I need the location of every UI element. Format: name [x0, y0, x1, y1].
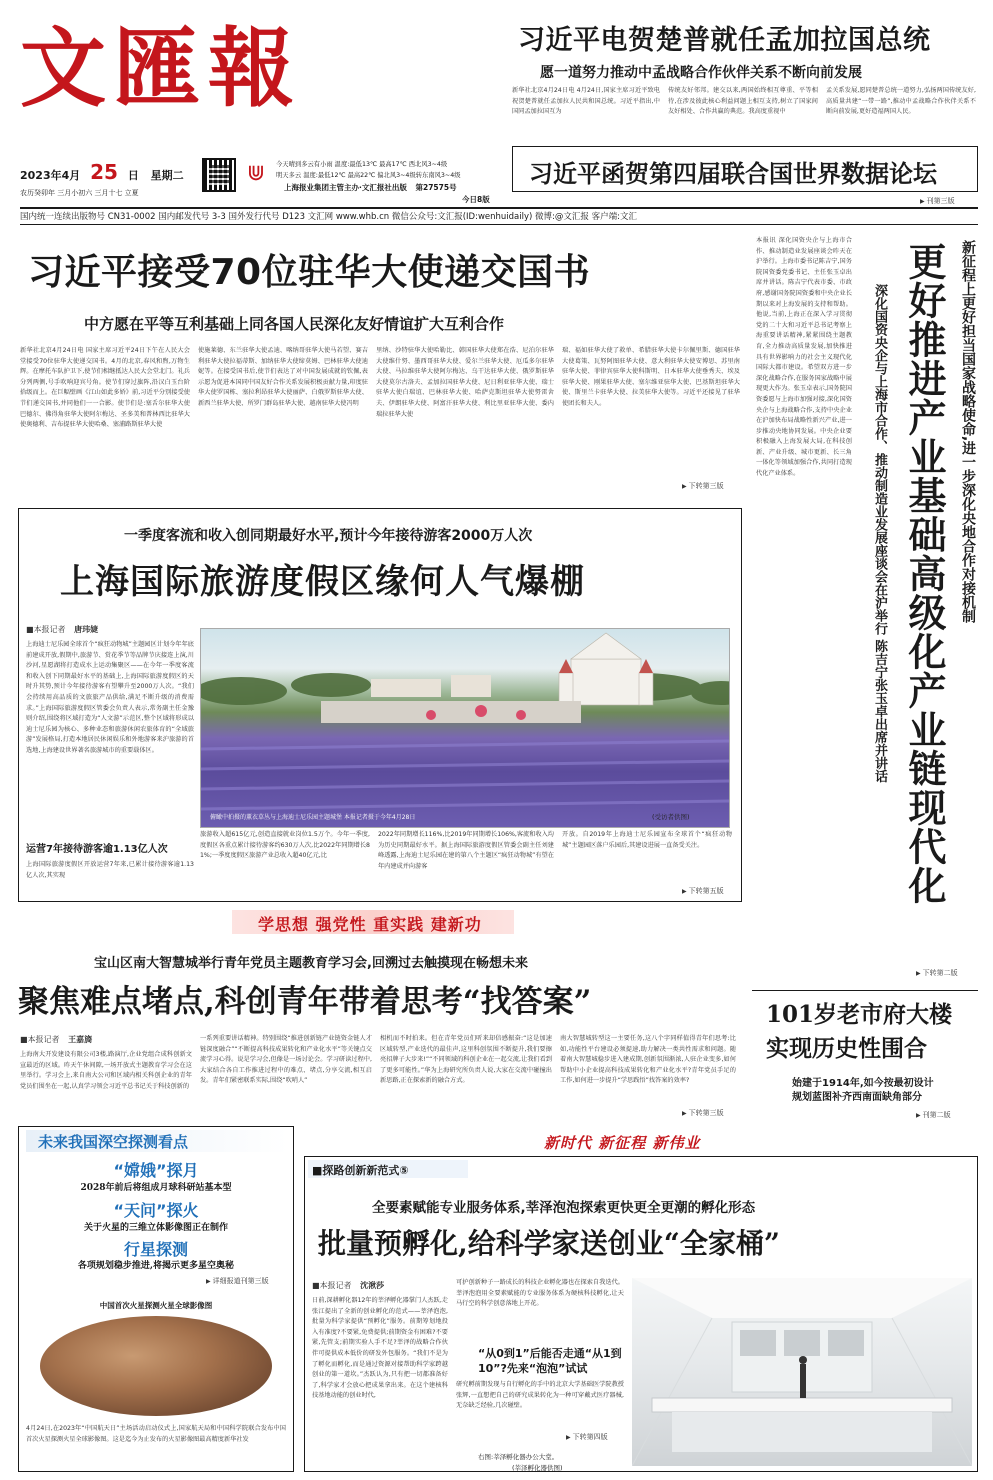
second-story-jump: ▶ 刊第三版 [920, 196, 955, 206]
space-item3-title: 行星探测 [123, 1240, 188, 1259]
publisher: 上海报业集团主管主办·文汇报社出版 [284, 183, 407, 192]
qr-code-icon [202, 158, 236, 192]
lead-subhead: 中方愿在平等互利基础上同各国人民深化友好情谊扩大互利合作 [84, 315, 505, 333]
tourism-photo [200, 628, 730, 828]
space-item2-desc: 关于火星的三维立体影像图正在制作 [83, 1223, 228, 1233]
lead-col-3: 里纳、沙特驻华大使哈勒比、韩国驻华大使郑在浩、尼泊尔驻华大使维什努、墨西哥驻华大使、爱尔兰驻华大使、厄瓜多尔驻华大使、马拉维驻华大使阿尔梅达、乌干达驻华大使、俄罗斯驻华大使莫尔古洛夫、孟加拉国驻华大使、尼日利亚驻华大使、瑞士驻华大使白瑞谊、巴林驻华大使、哈萨克斯坦驻华大使努雷舍夫、伊朗驻华大使、阿富汗驻华大使、利比里亚驻华大使、委内瑞拉驻华大使 [376, 347, 554, 418]
tourism-col-mid: 旅游收入超615亿元,创造直接就业岗位1.5万个。今年一季度,度假区各重点累计接待游客约630万人次,比2022年同期增长81%;一季度度假区旅游产业总收入超40亿元,比 [200, 831, 370, 860]
city-hall-headline-2: 实现历史性围合 [766, 1035, 927, 1062]
youth-kicker: 宝山区南大智慧城举行青年党员主题教育学习会,回溯过去触摸现在畅想未来 [94, 956, 528, 971]
tourism-byline: ■本报记者 唐玮婕 [26, 625, 99, 634]
sup-group-logo-icon: ⋓ [246, 161, 266, 186]
info-bar-rule-top [20, 207, 978, 209]
tourism-col-left: 上海迪士尼乐园全球首个“疯狂动物城”主题园区计划今年年底前建成开放,假期中,旅游节、赏花季节等品牌节庆接连上演,川沙河,星愿湖将打造成水上运动集聚区——在今年一季度客流和收入创下同期最好水平的基础上,上海国际旅游度假区的天时升其势,预计今年接待游客有望攀升至2000万人次。“我们会持续用高品质的文旅旅产品供给,满足不断升级的消费需求。”上海国际旅游度假区管委会负责人表示,常务副主任金豫则介绍,围绕将区域打造为“人文游”示范区,整个区域将形成以迪士尼乐园为核心、多种业态和旅游休闲农旅体育的“全域旅游”发展格局,打造本地居民休闲娱乐和外地游客来沪旅游的首选地,上海建设世界著名旅游城市的重要载体区。 [26, 641, 194, 754]
incubator-col-1: 日前,深耕孵化器12年的莘泽孵化器掌门人杰跃,走张江提出了全新的创业孵化的范式——莘泽泡泡,批量为科学家提供“预孵化”服务。前期筹划地投入有准度?不要紧,免费提供;前期资金有困难?不要紧,先管支;前期实验人手不足?莘泽的战略合作伙伴可提供成本低价的研发外包服务。“我们不是为了孵化而孵化,而是通过资源对接帮助科学家跨越创业的第一道坎。”杰跃认为,只有把一切都准备好了,科学家才会放心把成果拿出来。在这个建核科技基地动能的创业时代, [312, 1297, 448, 1400]
date-day-unit: 日 [127, 169, 139, 182]
lead-col-1: 新华社北京4月24日电 国家主席习近平24日下午在人民大会堂接受70位驻华大使递交国书。4月的北京,春风和煦,万物生辉。在摩托车队护卫下,使节们相继抵达人民大会堂北门。礼兵分列两侧,号手吹响迎宾号角。使节们穿过旗阵,沿汉白玉台阶拾级而上。在巨幅壁画《江山如此多娇》前,习近平分别接受使节们递交国书,并同他们一一合影。使节们是:塞舌尔驻华大使巴德尔、佛得角驻华大使阿尔梅达、圣多美和普林西比驻华大使奥德利、吉布提驻华大使哈桑、塞浦路斯驻华大使 [20, 347, 190, 429]
incubator-byline-label: 本报记者 [319, 1281, 352, 1290]
youth-byline-label: 本报记者 [27, 1035, 60, 1044]
masthead-date [20, 160, 184, 184]
incubator-kicker: 全要素赋能专业服务体系,莘泽泡泡探索更快更全更潮的孵化形态 [372, 1200, 756, 1216]
incubator-photo-caption-2: (莘泽孵化器供图) [512, 1464, 563, 1472]
incubator-series-label: 探路创新新范式⑤ [322, 1164, 409, 1177]
lead-headline: 习近平接受70位驻华大使递交国书 [28, 252, 591, 293]
masthead-logo: 文匯報 [20, 18, 302, 119]
youth-col-3: 相机而不时拍来。但在青年党员们听来却倍感振奋:“这是加速区域转型,产业迭代的最佳声,这里科创氛围不断提升,我们要擦亮招牌子大步来!”“不同领域的科创企业在一起交流,让我们看到了更多可能性。”华为上海研究所负责人说,大家在交流中碰撞出新思路,正在探索新的融合方式。 [380, 1035, 552, 1085]
vertical-feature-jump: ▶ 下转第二版 [916, 968, 958, 978]
incubator-headline: 批量预孵化,给科学家送创业“全家桶” [318, 1227, 780, 1260]
tourism-photo-credit: (受访者供图) [652, 813, 690, 821]
youth-col-1: 上海南大开发建设有限公司3楼,路演厅,企业党组合成科创新文宣最近的区域。昨天午休间隙,一场开放式主题教育学习会在这里举行。学习会上,来自南大公司和区域内相关科创企业的青年党员们围坐在一起,认真学习领会习近平总书记关于科技创新的 [20, 1051, 192, 1090]
incubator-col-3: 研究孵前期发现与自行孵化的手中的北京大学基础医学院教授张辉,一直想把自己的研究成果转化为一种可穿戴式医疗器械,无奈缺乏经验,几次碰壁。 [456, 1381, 624, 1410]
space-map-title: 中国首次火星探测火星全球影像图 [99, 1301, 213, 1310]
calligraphy-banner: 新时代 新征程 新伟业 [544, 1134, 701, 1152]
vertical-feature-headline: 更好推进产业基础高级化产业链现代化 [902, 242, 947, 905]
city-hall-jump: ▶ 刊第二版 [916, 1110, 951, 1120]
tourism-jump: ▶ 下转第五版 [682, 886, 724, 896]
slogan-text: 学思想 强党性 重实践 建新功 [258, 915, 482, 934]
tourism-byline-label: 本报记者 [33, 625, 66, 634]
incubator-col-2: 可护创新种子一路成长的科技企业孵化器也在探索自我迭代。莘泽泡泡用全要素赋能的专业服务体系为硬核科技孵化,让天马行空的科学创意落地上开花。 [456, 1279, 624, 1308]
top-story-col-3: 孟关系发展,愿同楚普总统一道努力,弘扬两国传统友好,高质量共建“一带一路”,推动中孟战略合作伙伴关系不断向前发展,更好造福两国人民。 [826, 87, 976, 116]
tourism-col-mid2: 2022年同期增长116%,比2019年同期增长106%,客流和收入均为历史同期最好水平。据上海国际旅游度假区管委会副主任刘建峰透露,上海迪士尼乐园在建的第八个主题区“疯狂动物城”有望在年内建成并向游客 [378, 831, 554, 870]
city-hall-subhead-2: 规划蓝图补齐西南面缺角部分 [792, 1092, 922, 1103]
issue-number: 第27575号 [415, 183, 457, 192]
info-bar: 国内统一连续出版物号 CN31-0002 国内邮发代号 3-3 国外发行代号 D123 文汇网 www.whb.cn 微信公众号:文汇报(ID:wenhuidaily) 微博:@文汇报 客户端:文汇 [20, 212, 637, 222]
top-story-headline: 习近平电贺楚普就任孟加拉国总统 [518, 25, 931, 56]
lead-jump: ▶ 下转第三版 [682, 481, 724, 491]
space-caption: 4月24日,在2023年“中国航天日”主场活动启动仪式上,国家航天局和中国科学院联合发布中国首次火星探测火星全球影像图。这是迄今为止发布的火星影像图最高精度新华社发 [26, 1425, 286, 1443]
vertical-feature-col: 本报讯 深化国资央企与上海市合作、推动制造业发展座谈会昨天在沪举行。上海市委书记陈吉宁,国务院国资委党委书记、主任张玉卓出席并讲话。陈吉宁代表市委、市政府,感谢国务院国资委和中央企业长期以来对上海发展的支持和帮助。他说,当前,上海正在深入学习贯彻党的二十大和习近平总书记考察上海重要讲话精神,紧紧围绕主题教育,全力推动高质量发展,加快推进具有世界影响力的社会主义现代化国际大都市建设。希望双方进一步深化战略合作,在服务国家战略中展现更大作为。张玉卓表示,国务院国资委愿与上海市加强对接,深化国资央企与上海战略合作,支持中央企业在沪加快布局战略性新兴产业,进一步推动央地协同发展。中央企业要积极融入上海发展大局,在科技创新、产业升级、城市更新、长三角一体化等领域加强合作,共同打造现代化产业体系。 [756, 237, 852, 478]
lunar-date: 农历癸卯年 三月小初六 三月十七 立夏 [20, 189, 139, 197]
top-story-col-1: 新华社北京4月24日电 4月24日,国家主席习近平致电祝贺楚普就任孟加拉人民共和国总统。习近平指出,中国同孟加拉国互为 [512, 87, 660, 116]
youth-col-2: 一系列重要讲话精神。特别围绕“推进创新链产业链资金链人才链深度融合”“不断提高科技成果转化和产业化水平”等关键点交流学习心得。说是学习会,但像是一场讨论会。学习研读过程中,大家结合各自工作推进过程中的难点、堵点,分享交流,相互启发。青年们紧密联系实际,围绕“吹哨人” [200, 1035, 372, 1085]
top-story-subhead: 愿一道努力推动中孟战略合作伙伴关系不断向前发展 [540, 65, 862, 81]
space-jump: ▶ 详细报道刊第三版 [206, 1276, 269, 1286]
weather-line-1: 今天晴到多云有小雨 温度:最低13℃ 最高17℃ 西北风3~4级 [276, 161, 448, 168]
mars-map-image [40, 1316, 272, 1416]
incubator-photo-art [632, 1278, 972, 1466]
tourism-byline-name: 唐玮婕 [74, 625, 99, 634]
tourism-kicker: 一季度客流和收入创同期最好水平,预计今年接待游客2000万人次 [124, 528, 533, 544]
incubator-jump: ▶ 下转第四版 [566, 1432, 608, 1442]
info-bar-rule-bottom [20, 224, 978, 225]
space-item2-title: “天问”探火 [113, 1201, 199, 1220]
date-day: 25 [90, 160, 118, 184]
top-story-col-2: 传统友好邻邦。建交以来,两国始终相互尊重、平等相待,在涉及彼此核心利益问题上相互支持,树立了国家间友好相处、合作共赢的典范。我高度重视中 [668, 87, 818, 116]
tourism-headline: 上海国际旅游度假区缘何人气爆棚 [60, 562, 585, 602]
space-header: 未来我国深空探测看点 [38, 1133, 189, 1151]
vertical-feature-subhead: 深化国资央企与上海市合作、推动制造业发展座谈会在沪举行 陈吉宁张玉卓出席并讲话 [872, 284, 887, 783]
tourism-photo-art [201, 629, 730, 828]
second-story-headline: 习近平函贺第四届联合国世界数据论坛 [529, 159, 937, 188]
lead-col-4: 瑞、福如驻华大使了救单、希腊驻华大使卡尔佩里斯、德国驻华大使葛策、瓦努阿图驻华大使、意大利驻华大使安博思、苏里南驻华大使、菲律宾驻华大使科斯明、日本驻华大使垂秀夫、埃及驻华大使、刚果驻华大使、塞尔维亚驻华大使、巴基斯坦驻华大使、斯里兰卡驻华大使、拉美驻华大使等。习近平还接见了驻华使团长和夫人。 [562, 347, 740, 407]
youth-headline: 聚焦难点堵点,科创青年带着思考“找答案” [18, 984, 592, 1020]
tourism-subhead2: 运营7年接待游客逾1.13亿人次 [26, 844, 168, 855]
youth-jump: ▶ 下转第三版 [682, 1108, 724, 1118]
city-hall-headline-1: 101岁老市府大楼 [766, 1001, 953, 1028]
tourism-photo-caption: 俯瞰中拍摄的薰衣草丛与上海迪士尼乐园主题城堡 本报记者摄于今年4月28日 [210, 814, 416, 821]
space-item1-desc: 2028年前后将组成月球科研站基本型 [80, 1183, 232, 1193]
publisher-line [284, 182, 457, 193]
city-hall-rule [752, 990, 978, 991]
incubator-byline: ■本报记者 沈湫莎 [312, 1281, 385, 1290]
youth-byline: ■本报记者 王嘉旖 [20, 1035, 93, 1044]
city-hall-subhead-1: 始建于1914年,如今按最初设计 [792, 1078, 934, 1089]
incubator-sub-question: “从0到1”后能否走通“从1到10”?先来“泡泡”试试 [478, 1347, 622, 1375]
incubator-photo [632, 1278, 972, 1466]
youth-col-4: 南大智慧城转型这一主要任务,这八个字同样值得青年们思考:比如,功能性平台建设必须提速,助力解决一类共性需求和问题。随着南大智慧城稳步进入建成期,创新氛围渐浓,人驻企业变多,如何帮助中小企业提高科技成果转化和产业化水平?青年党员手足的工作,如何进一步提升“学思践悟”找答案的效率? [560, 1035, 736, 1085]
incubator-byline-name: 沈湫莎 [360, 1281, 385, 1290]
vertical-feature-kicker: 新征程上更好担当国家战略使命,进一步深化央地合作对接机制 [960, 240, 976, 624]
youth-byline-name: 王嘉旖 [68, 1035, 93, 1044]
incubator-series: ■探路创新新范式⑤ [312, 1164, 409, 1177]
weather-line-2: 明天多云 温度:最低12℃ 最高22℃ 偏北风3~4级转东南风3~4级 [276, 172, 461, 179]
tourism-col-right: 开放。自2019年上海迪士尼乐园宣布全球首个“疯狂动物城”主题园区落户乐园后,其建设进展一直备受关注。 [562, 831, 732, 849]
date-month: 2023年4月 [20, 169, 81, 182]
incubator-photo-caption-1: 右图:莘泽孵化器办公大堂。 [478, 1453, 559, 1461]
page-count: 今日8版 [462, 195, 490, 204]
space-item1-title: “嫦娥”探月 [113, 1161, 199, 1180]
lead-col-2: 使施莱德、东兰驻华大使孟迪、喀纳哥驻华大使马若望、赛吉利驻华大使拉福蒂斯、加纳驻华大使缔莫姆、巴林驻华大使迪妮等。在接受国书后,使节们表达了对中国发展成就的钦佩,表示愿为促进本国同中国友好合作关系发展积极贡献力量,印度驻华大使罗国栋、塞拉利昂驻华大使丽萨、白俄罗斯驻华大使、新西兰驻华大使、所罗门群岛驻华大使、越南驻华大使冯明 [198, 347, 368, 407]
date-weekday: 星期二 [150, 169, 184, 182]
space-item3-desc: 各项规划稳步推进,将揭示更多星空奥秘 [77, 1261, 235, 1271]
second-story-box [512, 146, 978, 192]
tourism-col-left2: 上海国际旅游度假区开放运营7年来,已累计接待游客逾1.13亿人次,其实现 [26, 861, 194, 879]
